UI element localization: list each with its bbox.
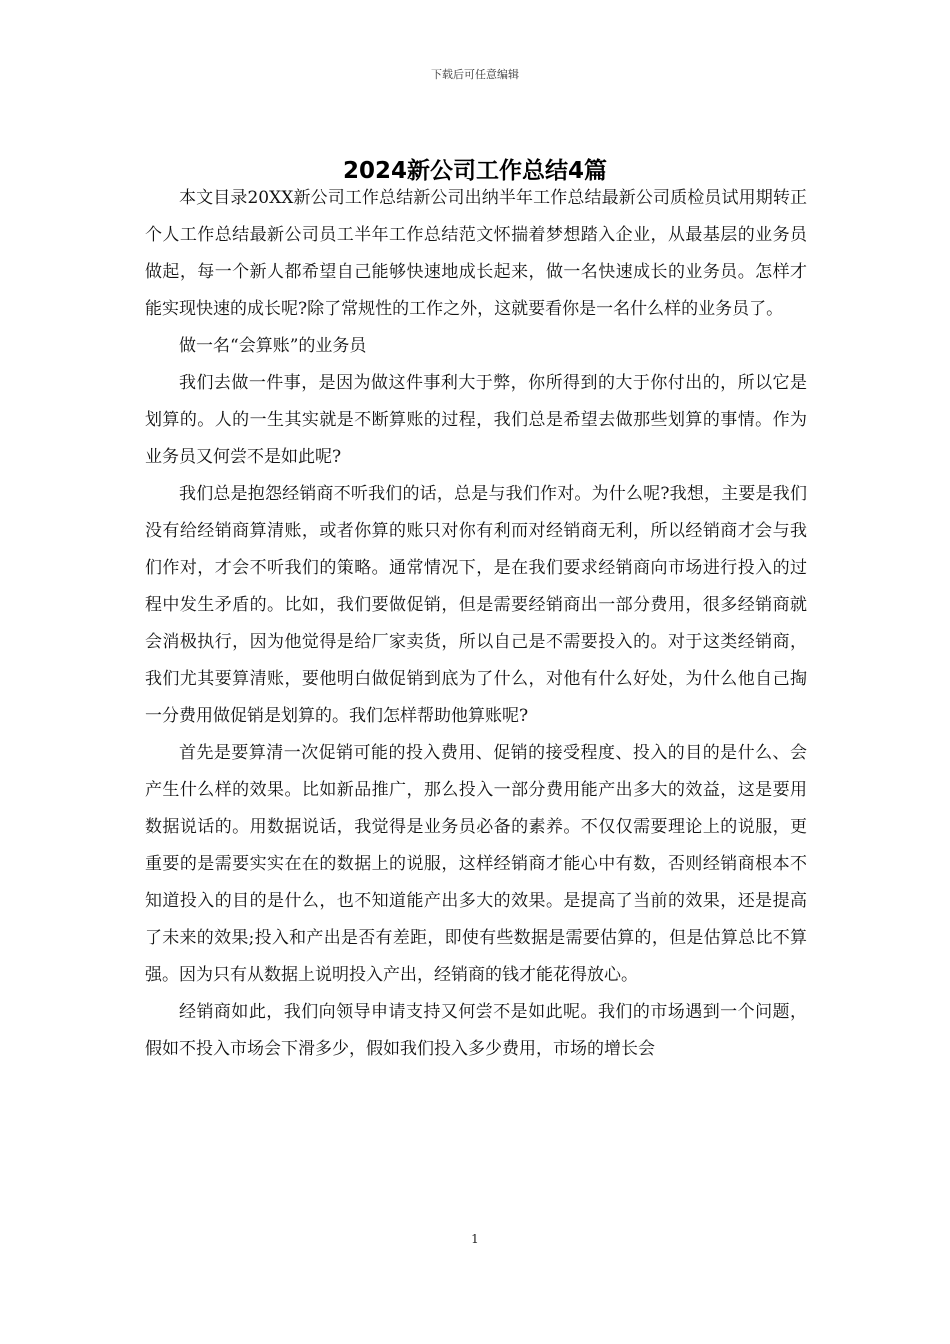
paragraph-subheading: 做一名“会算账”的业务员: [179, 336, 367, 356]
header-note: 下载后可任意编辑: [431, 68, 519, 81]
paragraph: 我们总是抱怨经销商不听我们的话，总是与我们作对。为什么呢?我想，主要是我们没有给经销商算清账，或者你算的账只对你有利而对经销商无利，所以经销商才会与我们作对，才会不听我们的策略。通常情况下，是在我们要求经销商向市场进行投入的过程中发生矛盾的。比如，我们要做促销，但是需要经销商出一部分费用，很多经销商就会消极执行，因为他觉得是给厂家卖货，所以自己是不需要投入的。对于这类经销商，我们尤其要算清账，要他明白做促销到底为了什么，对他有什么好处，为什么他自己掏一分费用做促销是划算的。我们怎样帮助他算账呢?: [145, 484, 807, 726]
paragraph: 首先是要算清一次促销可能的投入费用、促销的接受程度、投入的目的是什么、会产生什么样的效果。比如新品推广，那么投入一部分费用能产出多大的效益，这是要用数据说话的。用数据说话，我觉得是业务员必备的素养。不仅仅需要理论上的说服，更重要的是需要实实在在的数据上的说服，这样经销商才能心中有数，否则经销商根本不知道投入的目的是什么，也不知道能产出多大的效果。是提高了当前的效果，还是提高了未来的效果;投入和产出是否有差距，即使有些数据是需要估算的，但是估算总比不算强。因为只有从数据上说明投入产出，经销商的钱才能花得放心。: [145, 743, 807, 985]
page-number: 1: [471, 1232, 479, 1246]
paragraph: 我们去做一件事，是因为做这件事利大于弊，你所得到的大于你付出的，所以它是划算的。人的一生其实就是不断算账的过程，我们总是希望去做那些划算的事情。作为业务员又何尝不是如此呢?: [145, 373, 807, 467]
paragraph-intro: 本文目录20XX新公司工作总结新公司出纳半年工作总结最新公司质检员试用期转正个人工作总结最新公司员工半年工作总结范文怀揣着梦想踏入企业，从最基层的业务员做起，每一个新人都希望自己能够快速地成长起来，做一名快速成长的业务员。怎样才能实现快速的成长呢?除了常规性的工作之外，这就要看你是一名什么样的业务员了。: [145, 188, 807, 319]
document-body: [145, 180, 807, 1068]
document-title: 2024新公司工作总结4篇: [342, 158, 608, 184]
paragraph: 经销商如此，我们向领导申请支持又何尝不是如此呢。我们的市场遇到一个问题，假如不投入市场会下滑多少，假如我们投入多少费用，市场的增长会: [145, 1002, 807, 1059]
